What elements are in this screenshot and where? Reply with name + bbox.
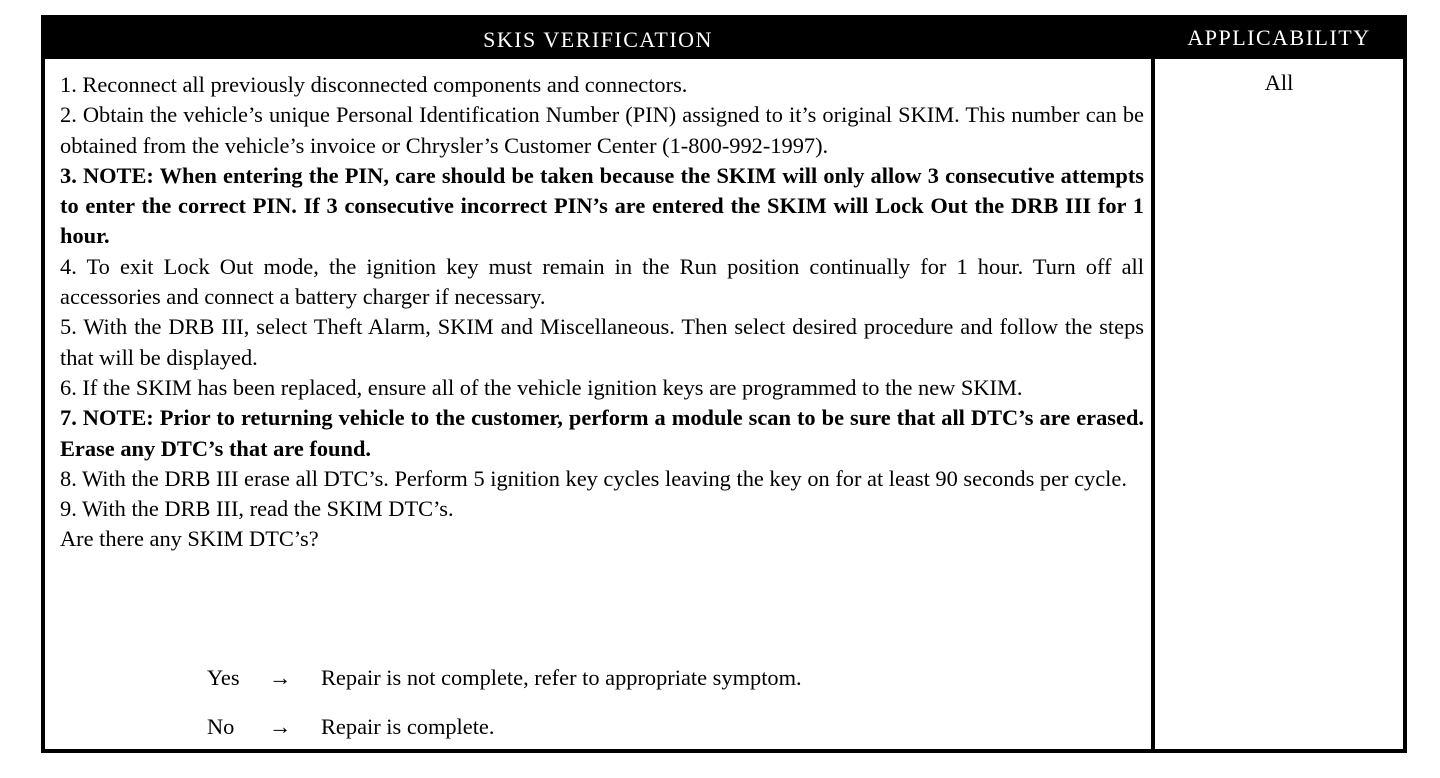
answer-no — [207, 712, 802, 761]
answer-list — [207, 663, 802, 761]
procedure-steps — [60, 70, 1144, 555]
step-4: 4. To exit Lock Out mode, the ignition key must remain in the Run position continually for 1 hour. Turn off all accessories and connect a battery charger if necessary. — [60, 253, 1144, 310]
header-applicability: APPLICABILITY — [1187, 25, 1371, 50]
table-header — [45, 19, 1403, 59]
step-2: 2. Obtain the vehicle’s unique Personal Identification Number (PIN) assigned to it’s original SKIM. This number can be obtained from the vehicle’s invoice or Chrysler’s Customer Center (1-800-992-1997). — [60, 102, 1144, 158]
answer-yes — [207, 663, 802, 712]
applicability-value: All — [1264, 70, 1294, 95]
answer-result: Repair is complete. — [321, 714, 495, 739]
answer-label: No — [207, 714, 235, 739]
procedure-table — [41, 15, 1407, 753]
answer-label: Yes — [207, 665, 240, 690]
step-6: 6. If the SKIM has been replaced, ensure all of the vehicle ignition keys are programmed to the new SKIM. — [60, 374, 1023, 400]
step-9: 9. With the DRB III, read the SKIM DTC’s. — [60, 496, 454, 522]
step-8: 8. With the DRB III erase all DTC’s. Perform 5 ignition key cycles leaving the key on for at least 90 seconds per cycle. — [60, 465, 1127, 491]
column-divider — [1151, 59, 1155, 750]
step-3-note: 3. NOTE: When entering the PIN, care should be taken because the SKIM will only allow 3 consecutive attempts to enter the correct PIN. If 3 consecutive incorrect PIN’s are entered the SKIM will Lock Out the DRB III for 1 hour. — [60, 162, 1144, 249]
step-7-note: 7. NOTE: Prior to returning vehicle to the customer, perform a module scan to be sure that all DTC’s are erased. Erase any DTC’s that are found. — [60, 405, 1144, 461]
step-5: 5. With the DRB III, select Theft Alarm, SKIM and Miscellaneous. Then select desired procedure and follow the steps that will be displayed. — [60, 314, 1144, 370]
step-1: 1. Reconnect all previously disconnected components and connectors. — [60, 72, 688, 97]
header-title: SKIS VERIFICATION — [483, 27, 713, 52]
question: Are there any SKIM DTC’s? — [60, 526, 319, 552]
answer-result: Repair is not complete, refer to appropriate symptom. — [321, 665, 802, 690]
arrow-right-icon: → — [269, 714, 292, 739]
arrow-right-icon: → — [269, 665, 292, 690]
